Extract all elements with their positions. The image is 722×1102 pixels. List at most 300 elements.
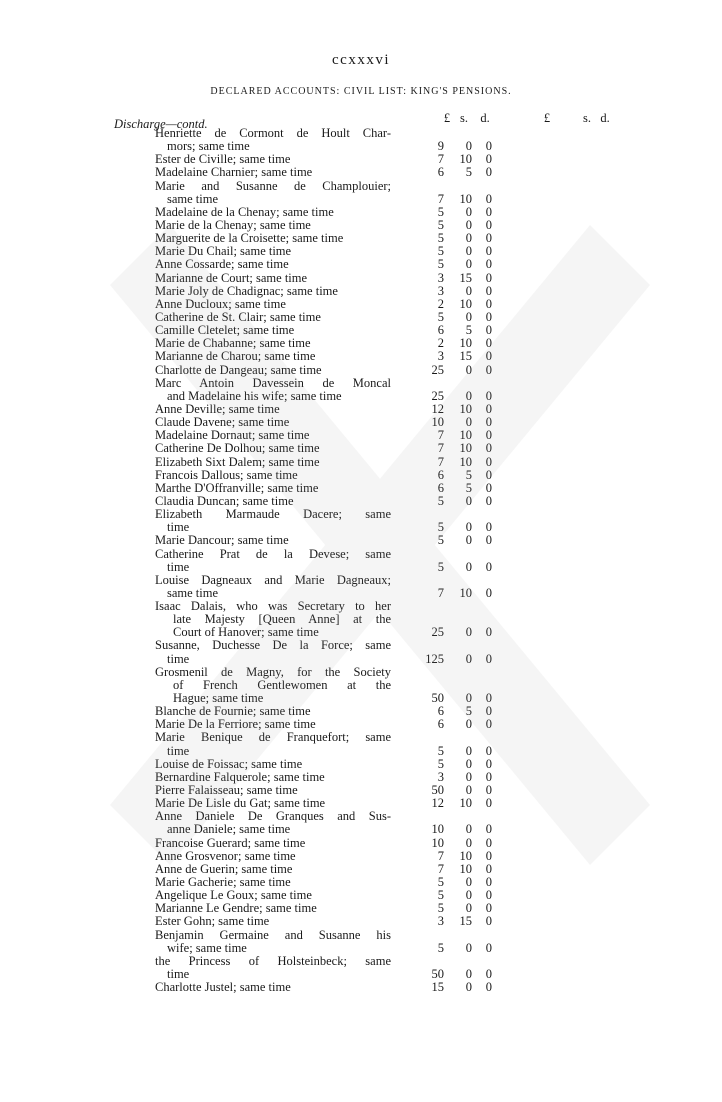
entry-text: the Princess of Holsteinbeck; same <box>155 953 391 968</box>
amount-pence: 0 <box>485 585 492 600</box>
amount-pence: 0 <box>485 520 492 535</box>
amount-pence: 0 <box>485 283 492 298</box>
amount-pence: 0 <box>485 415 492 430</box>
pension-entry <box>0 508 722 534</box>
entry-line <box>0 548 722 561</box>
entry-line <box>0 416 722 429</box>
entry-text: Elizabeth Marmaude Dacere; same <box>155 507 391 522</box>
amount-pence: 0 <box>485 940 492 955</box>
amount-shillings: 10 <box>459 428 472 443</box>
pension-entry <box>0 377 722 403</box>
amount-shillings: 0 <box>465 493 472 508</box>
entry-line <box>0 245 722 258</box>
amount-pounds: 125 <box>425 651 444 666</box>
pension-entry <box>0 350 722 363</box>
entry-text: and Madelaine his wife; same time <box>167 388 342 403</box>
amount-pounds: 7 <box>437 441 444 456</box>
amount-pence: 0 <box>485 769 492 784</box>
pension-entries <box>0 127 722 994</box>
amount-pence: 0 <box>485 861 492 876</box>
entry-text: same time <box>167 191 219 206</box>
entry-text: Henriette de Cormont de Hoult Char- <box>155 126 391 140</box>
entry-line <box>0 127 722 140</box>
amount-pence: 0 <box>485 152 492 167</box>
amount-pounds: 7 <box>437 585 444 600</box>
amount-pounds: 5 <box>437 520 444 535</box>
entry-line <box>0 850 722 863</box>
amount-pounds: 2 <box>437 336 444 351</box>
column-header-pounds-total: £ <box>543 111 551 125</box>
amount-pounds: 10 <box>431 835 444 850</box>
entry-line <box>0 863 722 876</box>
amount-pounds: 7 <box>437 191 444 206</box>
entry-line <box>0 534 722 547</box>
amount-pence: 0 <box>485 257 492 272</box>
amount-pounds: 5 <box>437 756 444 771</box>
amount-pounds: 6 <box>437 165 444 180</box>
amount-pence: 0 <box>485 191 492 206</box>
amount-pounds: 5 <box>437 204 444 219</box>
entry-text: time <box>167 520 190 535</box>
entry-line <box>0 166 722 179</box>
entry-line <box>0 955 722 968</box>
entry-line <box>0 574 722 587</box>
entry-text: Charlotte de Dangeau; same time <box>155 362 322 377</box>
amount-shillings: 0 <box>465 967 472 981</box>
pension-entry <box>0 166 722 179</box>
entry-text: Anne de Guerin; same time <box>155 861 293 876</box>
entry-text: Louise Dagneaux and Marie Dagneaux; <box>155 572 391 587</box>
amount-pence: 0 <box>485 691 492 706</box>
entry-line <box>0 469 722 482</box>
entry-text: Marianne de Charou; same time <box>155 349 316 364</box>
entry-line <box>0 193 722 206</box>
pension-entry <box>0 600 722 639</box>
entry-line <box>0 679 722 692</box>
amount-pence: 0 <box>485 756 492 771</box>
amount-pounds: 7 <box>437 848 444 863</box>
amount-shillings: 0 <box>465 769 472 784</box>
amount-shillings: 5 <box>465 165 472 180</box>
amount-pence: 0 <box>485 796 492 811</box>
pension-entry <box>0 705 722 718</box>
amount-shillings: 0 <box>465 875 472 890</box>
amount-pounds: 25 <box>431 362 444 377</box>
pension-entry <box>0 810 722 836</box>
amount-pounds: 50 <box>431 691 444 706</box>
amount-pence: 0 <box>485 309 492 324</box>
pension-entry <box>0 902 722 915</box>
amount-shillings: 10 <box>459 191 472 206</box>
entry-line <box>0 666 722 679</box>
entry-text: Grosmenil de Magny, for the Society <box>155 664 391 679</box>
pension-entry <box>0 929 722 955</box>
amount-shillings: 10 <box>459 454 472 469</box>
pension-entry <box>0 981 722 994</box>
amount-pence: 0 <box>485 717 492 732</box>
amount-pence: 0 <box>485 323 492 338</box>
entry-text: Marie Joly de Chadignac; same time <box>155 283 338 298</box>
amount-pounds: 10 <box>431 822 444 837</box>
amount-pence: 0 <box>485 401 492 416</box>
amount-pence: 0 <box>485 336 492 351</box>
entry-line <box>0 745 722 758</box>
entry-line <box>0 771 722 784</box>
amount-pounds: 50 <box>431 783 444 798</box>
entry-text: anne Daniele; same time <box>167 822 291 837</box>
amount-pence: 0 <box>485 822 492 837</box>
pension-entry <box>0 469 722 482</box>
entry-line <box>0 942 722 955</box>
pension-entry <box>0 955 722 981</box>
entry-line <box>0 206 722 219</box>
entry-line <box>0 902 722 915</box>
amount-pounds: 2 <box>437 296 444 311</box>
entry-text: Marie De Lisle du Gat; same time <box>155 796 326 811</box>
entry-text: Marguerite de la Croisette; same time <box>155 231 344 246</box>
amount-pounds: 6 <box>437 717 444 732</box>
amount-pounds: 7 <box>437 152 444 167</box>
amount-pence: 0 <box>485 743 492 758</box>
amount-pounds: 25 <box>431 625 444 640</box>
pension-entry <box>0 666 722 705</box>
amount-pence: 0 <box>485 901 492 916</box>
amount-pounds: 5 <box>437 533 444 548</box>
pension-entry <box>0 784 722 797</box>
entry-line <box>0 456 722 469</box>
entry-text: time <box>167 967 190 981</box>
amount-pounds: 25 <box>431 388 444 403</box>
entry-line <box>0 705 722 718</box>
entry-line <box>0 692 722 705</box>
entry-text: Marie Benique de Franquefort; same <box>155 730 391 745</box>
entry-line <box>0 232 722 245</box>
amount-shillings: 10 <box>459 585 472 600</box>
entry-text: same time <box>167 585 219 600</box>
entry-text: Anne Cossarde; same time <box>155 257 289 272</box>
entry-text: Isaac Dalais, who was Secretary to her <box>155 599 391 614</box>
amount-shillings: 0 <box>465 388 472 403</box>
amount-pounds: 5 <box>437 875 444 890</box>
amount-pence: 0 <box>485 967 492 981</box>
entry-text: Angelique Le Goux; same time <box>155 888 312 903</box>
pension-entry <box>0 889 722 902</box>
amount-pence: 0 <box>485 204 492 219</box>
amount-pounds: 5 <box>437 257 444 272</box>
amount-pounds: 5 <box>437 888 444 903</box>
amount-pence: 0 <box>485 480 492 495</box>
amount-pounds: 3 <box>437 349 444 364</box>
amount-shillings: 0 <box>465 533 472 548</box>
amount-pounds: 6 <box>437 467 444 482</box>
amount-shillings: 0 <box>465 691 472 706</box>
pension-entry <box>0 403 722 416</box>
amount-pence: 0 <box>485 349 492 364</box>
amount-shillings: 10 <box>459 441 472 456</box>
amount-shillings: 0 <box>465 625 472 640</box>
entry-line <box>0 876 722 889</box>
entry-text: Pierre Falaisseau; same time <box>155 783 298 798</box>
entry-line <box>0 653 722 666</box>
amount-pence: 0 <box>485 533 492 548</box>
entry-line <box>0 929 722 942</box>
entry-line <box>0 810 722 823</box>
entry-text: Charlotte Justel; same time <box>155 980 291 995</box>
amount-shillings: 0 <box>465 362 472 377</box>
entry-text: Anne Daniele De Granques and Sus- <box>155 809 391 824</box>
amount-pounds: 3 <box>437 914 444 929</box>
pension-entry <box>0 232 722 245</box>
entry-line <box>0 390 722 403</box>
column-header-shillings: s. <box>460 111 468 125</box>
entry-text: Madelaine Charnier; same time <box>155 165 313 180</box>
amount-shillings: 0 <box>465 244 472 259</box>
entry-line <box>0 915 722 928</box>
section-label: Discharge—contd. <box>114 117 208 131</box>
amount-pence: 0 <box>485 139 492 154</box>
amount-pounds: 7 <box>437 861 444 876</box>
pension-entry <box>0 850 722 863</box>
entry-text: Marianne de Court; same time <box>155 270 308 285</box>
pension-entry <box>0 548 722 574</box>
amount-shillings: 5 <box>465 480 472 495</box>
amount-pence: 0 <box>485 388 492 403</box>
entry-text: Court of Hanover; same time <box>173 625 319 640</box>
amount-pounds: 15 <box>431 980 444 995</box>
amount-pounds: 6 <box>437 704 444 719</box>
pension-entry <box>0 456 722 469</box>
pension-entry <box>0 534 722 547</box>
amount-pence: 0 <box>485 362 492 377</box>
amount-pence: 0 <box>485 231 492 246</box>
entry-text: Marie Gacherie; same time <box>155 875 291 890</box>
amount-pence: 0 <box>485 296 492 311</box>
pension-entry <box>0 324 722 337</box>
entry-text: Marie Du Chail; same time <box>155 244 292 259</box>
entry-text: Anne Grosvenor; same time <box>155 848 296 863</box>
amount-pounds: 3 <box>437 270 444 285</box>
entry-text: Marthe D'Offranville; same time <box>155 480 319 495</box>
entry-text: Elizabeth Sixt Dalem; same time <box>155 454 320 469</box>
pension-entry <box>0 771 722 784</box>
entry-text: Benjamin Germaine and Susanne his <box>155 927 391 942</box>
entry-text: Marianne Le Gendre; same time <box>155 901 317 916</box>
amount-pounds: 6 <box>437 323 444 338</box>
entry-text: Hague; same time <box>173 691 264 706</box>
amount-shillings: 0 <box>465 651 472 666</box>
amount-shillings: 0 <box>465 901 472 916</box>
amount-shillings: 0 <box>465 139 472 154</box>
entry-text: Anne Ducloux; same time <box>155 296 286 311</box>
pension-entry <box>0 153 722 166</box>
amount-shillings: 0 <box>465 940 472 955</box>
amount-pounds: 10 <box>431 415 444 430</box>
amount-pence: 0 <box>485 914 492 929</box>
entry-line <box>0 613 722 626</box>
amount-pence: 0 <box>485 467 492 482</box>
amount-pence: 0 <box>485 625 492 640</box>
amount-pounds: 3 <box>437 283 444 298</box>
column-header-pence-total: d. <box>600 111 610 125</box>
amount-pounds: 7 <box>437 428 444 443</box>
pension-entry <box>0 574 722 600</box>
amount-shillings: 0 <box>465 980 472 995</box>
amount-pence: 0 <box>485 783 492 798</box>
amount-pence: 0 <box>485 165 492 180</box>
column-header-pence: d. <box>480 111 490 125</box>
pension-entry <box>0 337 722 350</box>
amount-shillings: 15 <box>459 270 472 285</box>
amount-shillings: 0 <box>465 835 472 850</box>
amount-pounds: 6 <box>437 480 444 495</box>
amount-pence: 0 <box>485 888 492 903</box>
amount-pence: 0 <box>485 493 492 508</box>
entry-line <box>0 403 722 416</box>
entry-line <box>0 968 722 981</box>
amount-shillings: 5 <box>465 704 472 719</box>
amount-pounds: 5 <box>437 493 444 508</box>
entry-text: Bernardine Falquerole; same time <box>155 769 325 784</box>
pension-entry <box>0 639 722 665</box>
pension-entry <box>0 837 722 850</box>
entry-line <box>0 508 722 521</box>
amount-shillings: 10 <box>459 152 472 167</box>
amount-shillings: 15 <box>459 349 472 364</box>
entry-text: Marc Antoin Davessein de Moncal <box>155 375 391 390</box>
pension-entry <box>0 127 722 153</box>
amount-pounds: 5 <box>437 217 444 232</box>
entry-text: time <box>167 743 190 758</box>
entry-line <box>0 784 722 797</box>
pension-entry <box>0 442 722 455</box>
entry-line <box>0 153 722 166</box>
pension-entry <box>0 915 722 928</box>
amount-pence: 0 <box>485 428 492 443</box>
entry-line <box>0 482 722 495</box>
amount-pounds: 5 <box>437 559 444 574</box>
amount-shillings: 0 <box>465 743 472 758</box>
amount-shillings: 10 <box>459 336 472 351</box>
entry-line <box>0 180 722 193</box>
pension-entry <box>0 206 722 219</box>
amount-pounds: 5 <box>437 743 444 758</box>
entry-text: Susanne, Duchesse De la Force; same <box>155 638 391 653</box>
entry-text: mors; same time <box>167 139 250 154</box>
amount-shillings: 0 <box>465 217 472 232</box>
entry-line <box>0 521 722 534</box>
entry-text: Francois Dallous; same time <box>155 467 298 482</box>
entry-line <box>0 377 722 390</box>
entry-text: Marie and Susanne de Champlouier; <box>155 178 391 193</box>
entry-line <box>0 731 722 744</box>
entry-line <box>0 324 722 337</box>
amount-shillings: 0 <box>465 783 472 798</box>
entry-line <box>0 140 722 153</box>
entry-text: time <box>167 651 190 666</box>
amount-pounds: 5 <box>437 901 444 916</box>
entry-line <box>0 350 722 363</box>
entry-line <box>0 639 722 652</box>
entry-text: Marie Dancour; same time <box>155 533 289 548</box>
entry-text: Camille Cletelet; same time <box>155 323 295 338</box>
entry-line <box>0 889 722 902</box>
column-header-pounds: £ <box>443 111 451 125</box>
amount-pounds: 5 <box>437 231 444 246</box>
entry-text: Claudia Duncan; same time <box>155 493 294 508</box>
amount-shillings: 10 <box>459 296 472 311</box>
entry-text: time <box>167 559 190 574</box>
amount-pence: 0 <box>485 244 492 259</box>
entry-line <box>0 823 722 836</box>
amount-pence: 0 <box>485 441 492 456</box>
pension-entry <box>0 429 722 442</box>
amount-pounds: 3 <box>437 769 444 784</box>
entry-text: Madelaine de la Chenay; same time <box>155 204 334 219</box>
amount-shillings: 5 <box>465 323 472 338</box>
entry-line <box>0 561 722 574</box>
entry-text: Catherine de St. Clair; same time <box>155 309 321 324</box>
amount-pounds: 12 <box>431 796 444 811</box>
entry-text: Catherine De Dolhou; same time <box>155 441 320 456</box>
entry-text: Marie De la Ferriore; same time <box>155 717 316 732</box>
amount-shillings: 0 <box>465 309 472 324</box>
entry-line <box>0 219 722 232</box>
amount-pence: 0 <box>485 848 492 863</box>
amount-pence: 0 <box>485 704 492 719</box>
amount-shillings: 10 <box>459 796 472 811</box>
column-header-shillings-total: s. <box>583 111 591 125</box>
pension-entry <box>0 876 722 889</box>
amount-shillings: 0 <box>465 283 472 298</box>
entry-text: Ester de Civille; same time <box>155 152 291 167</box>
page-number: ccxxxvi <box>332 52 390 68</box>
amount-shillings: 0 <box>465 415 472 430</box>
entry-text: of French Gentlewomen at the <box>173 677 391 692</box>
amount-pounds: 5 <box>437 244 444 259</box>
pension-entry <box>0 219 722 232</box>
entry-text: Anne Deville; same time <box>155 401 280 416</box>
amount-shillings: 5 <box>465 467 472 482</box>
amount-shillings: 10 <box>459 401 472 416</box>
amount-pence: 0 <box>485 651 492 666</box>
running-title: DECLARED ACCOUNTS: CIVIL LIST: KING'S PENSIONS. <box>210 86 512 97</box>
entry-line <box>0 337 722 350</box>
entry-text: Claude Davene; same time <box>155 415 290 430</box>
amount-shillings: 0 <box>465 888 472 903</box>
entry-line <box>0 429 722 442</box>
entry-text: Catherine Prat de la Devese; same <box>155 546 391 561</box>
amount-shillings: 15 <box>459 914 472 929</box>
entry-line <box>0 981 722 994</box>
amount-pence: 0 <box>485 559 492 574</box>
pension-entry <box>0 180 722 206</box>
amount-pounds: 5 <box>437 940 444 955</box>
amount-pounds: 50 <box>431 967 444 981</box>
entry-text: wife; same time <box>167 940 247 955</box>
pension-entry <box>0 731 722 757</box>
entry-line <box>0 364 722 377</box>
pension-entry <box>0 758 722 771</box>
entry-text: Louise de Foissac; same time <box>155 756 303 771</box>
amount-pence: 0 <box>485 835 492 850</box>
pension-entry <box>0 416 722 429</box>
amount-shillings: 10 <box>459 861 472 876</box>
entry-text: Marie de la Chenay; same time <box>155 217 311 232</box>
entry-text: late Majesty [Queen Anne] at the <box>173 612 391 627</box>
amount-shillings: 0 <box>465 204 472 219</box>
amount-shillings: 10 <box>459 848 472 863</box>
pension-entry <box>0 863 722 876</box>
